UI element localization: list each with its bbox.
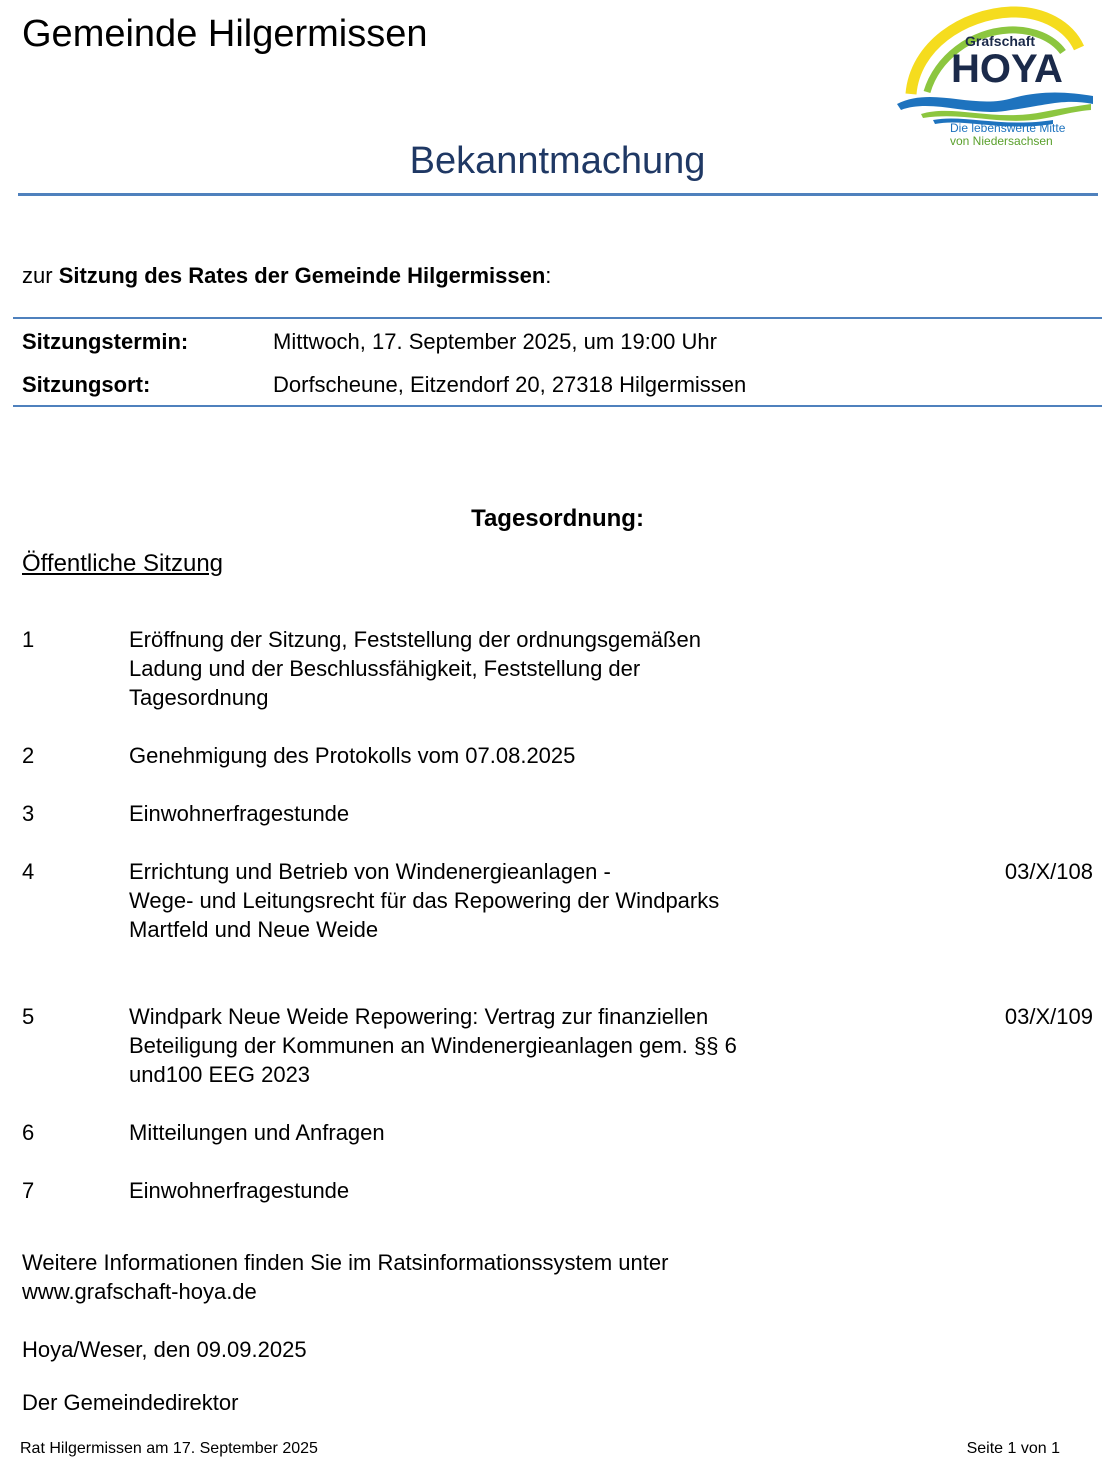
date-label: Sitzungstermin: <box>22 329 189 354</box>
agenda-heading: Tagesordnung: <box>471 505 644 532</box>
agenda-number: 4 <box>22 859 35 884</box>
logo-tagline-line1: Die lebenswerte Mitte <box>950 121 1066 135</box>
agenda-number: 6 <box>22 1120 35 1145</box>
footer-left: Rat Hilgermissen am 17. September 2025 <box>20 1440 318 1457</box>
agenda-number: 3 <box>22 801 35 826</box>
public-session-heading: Öffentliche Sitzung <box>22 550 224 577</box>
agenda-reference: 03/X/109 <box>1004 1004 1093 1029</box>
agenda-text: Genehmigung des Protokolls vom 07.08.2025 <box>129 743 576 768</box>
agenda-text: Mitteilungen und Anfragen <box>129 1120 385 1145</box>
agenda-reference: 03/X/108 <box>1004 859 1093 884</box>
logo-tagline-line2: von Niedersachsen <box>950 134 1053 148</box>
place-value: Dorfscheune, Eitzendorf 20, 27318 Hilgermissen <box>273 372 747 397</box>
place-date: Hoya/Weser, den 09.09.2025 <box>22 1337 307 1362</box>
meeting-bottom-rule <box>13 405 1102 407</box>
agenda-number: 1 <box>22 627 35 652</box>
info-url[interactable]: www.grafschaft-hoya.de <box>22 1279 257 1304</box>
agenda-text: Einwohnerfragestunde <box>129 801 350 826</box>
agenda-text: Eröffnung der Sitzung, Feststellung der ordnungsgemäßen Ladung und der Beschlussfähigkeit, Feststellung der Tagesordnung <box>129 627 701 710</box>
grafschaft-hoya-logo <box>893 6 1099 150</box>
intro-body: Sitzung des Rates der Gemeinde Hilgermissen <box>58 263 546 288</box>
intro-suffix: : <box>545 263 552 288</box>
agenda-text: Errichtung und Betrieb von Windenergieanlagen - Wege- und Leitungsrecht für das Repowering der Windparks Martfeld und Neue Weide <box>129 859 720 942</box>
agenda-text: Einwohnerfragestunde <box>129 1178 350 1203</box>
document-title: Bekanntmachung <box>409 140 706 182</box>
footer-page-number: Seite 1 von 1 <box>966 1440 1060 1457</box>
agenda-text: Windpark Neue Weide Repowering: Vertrag zur finanziellen Beteiligung der Kommunen an Windenergieanlagen gem. §§ 6 und100 EEG 2023 <box>129 1004 737 1087</box>
municipality-name: Gemeinde Hilgermissen <box>22 13 428 55</box>
agenda-number: 5 <box>22 1004 35 1029</box>
date-value: Mittwoch, 17. September 2025, um 19:00 Uhr <box>273 329 717 354</box>
logo-main-text: HOYA <box>951 47 1063 91</box>
agenda-number: 7 <box>22 1178 35 1203</box>
intro-line <box>22 261 551 290</box>
intro-prefix: zur <box>22 263 59 288</box>
place-label: Sitzungsort: <box>22 372 151 397</box>
agenda-number: 2 <box>22 743 35 768</box>
title-rule <box>18 193 1098 196</box>
signature: Der Gemeindedirektor <box>22 1390 239 1415</box>
logo-small-text: Grafschaft <box>965 33 1036 49</box>
info-line-1: Weitere Informationen finden Sie im Ratsinformationssystem unter <box>22 1250 669 1275</box>
meeting-top-rule <box>13 317 1102 319</box>
